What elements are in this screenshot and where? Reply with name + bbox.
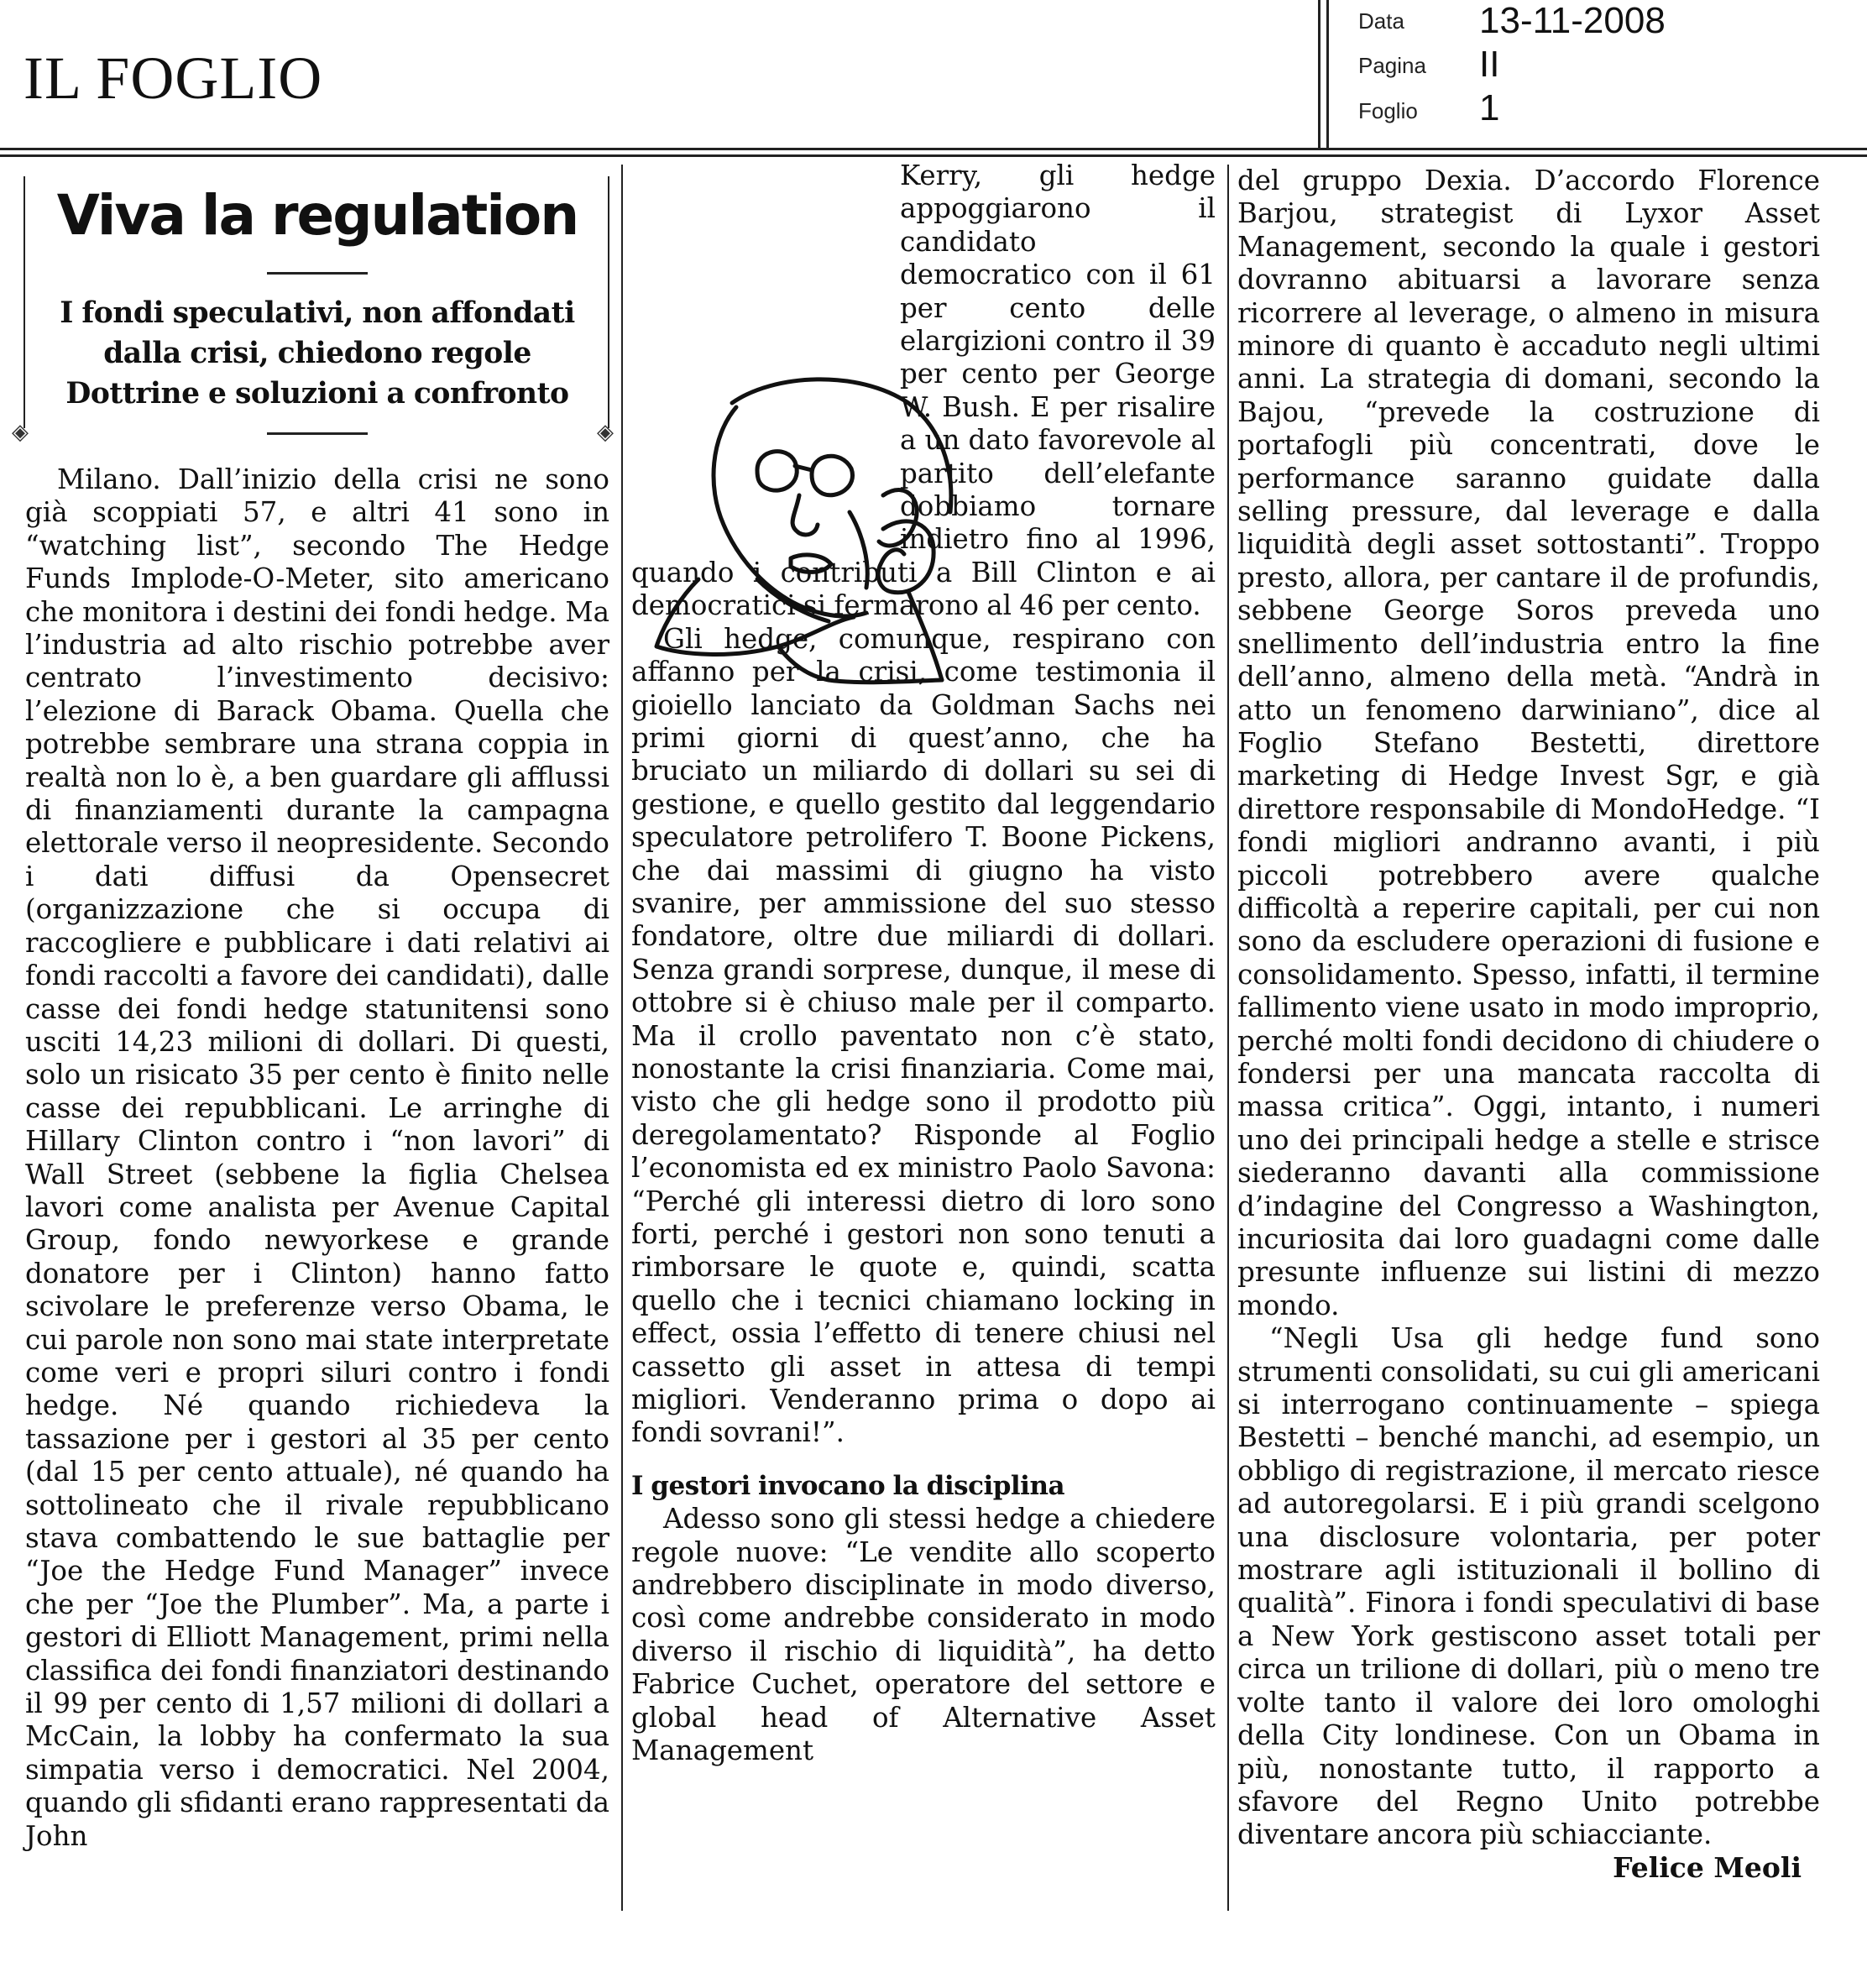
section-subhead: I gestori invocano la disciplina	[631, 1470, 1065, 1501]
subtitle-line-2: dalla crisi, chiedono regole	[103, 337, 531, 370]
subtitle-line-3: Dottrine e soluzioni a confronto	[65, 377, 569, 411]
pagina-label: Pagina	[1358, 53, 1426, 78]
header-rule-bottom	[0, 154, 1867, 157]
column-rule-2	[1227, 165, 1229, 1911]
collar	[778, 646, 942, 683]
foglio-label: Foglio	[1358, 98, 1418, 123]
cheek-line	[850, 512, 867, 588]
shoulder-left	[656, 579, 854, 654]
col1-paragraph: Milano. Dall’inizio della crisi ne sono già scoppiati 57, e altri 41 sono in “watching list”, secondo The Hedge Funds Implode-O-Meter, sito americano che monitora i destini dei fondi hedge. Ma l’industria ad alto rischio potrebbe aver centrato l’investimento decisivo: l’elezione di Barack Obama. Quella che potrebbe sembrare una strana coppia in realtà non lo è, a ben guardare gli afflussi di finanziamenti durante la campagna elettorale verso il neopresidente. Secondo i dati diffusi da Opensecret (organizzazione che si occupa di raccogliere e pubblicare i dati relativi ai fondi raccolti a favore dei candidati), dalle casse dei fondi hedge statunitensi sono usciti 14,23 milioni di dollari. Di questi, solo un risicato 35 per cento è finito nelle casse dei repubblicani. Le arringhe di Hillary Clinton contro i “non lavori” di Wall Street (sebbene la figlia Chelsea lavori come analista per Avenue Capital Group, fondo newyorkese e grande donatore per i Clinton) hanno fatto scivolare le preferenze verso Obama, le cui parole non sono mai state interpretate come veri e propri siluri contro i fondi hedge. Né quando richiedeva la tassazione per i gestori al 35 per cento (dal 15 per cento attuale), né quando ha sottolineato che il rivale repubblicano stava combattendo le sue battaglie per “Joe the Hedge Fund Manager” invece che per “Joe the Plumber”. Ma, a parte i gestori di Elliott Management, primi nella classifica dei fondi finanziatori destinando il 99 per cento di 1,57 milioni di dollari a McCain, la lobby ha confermato la sua simpatia verso i democratici. Nel 2004, quando gli sfidanti erano rappresentati da John	[25, 463, 609, 1852]
diamond-right-icon: ◈	[597, 420, 614, 445]
col2-paragraph-3: Adesso sono gli stessi hedge a chiedere regole nuove: “Le vendite allo scoperto andrebbero disciplinate in modo diverso, così come andrebbe considerato in modo diverso il rischio di liquidità”, ha detto Fabrice Cuchet, operatore del settore e global head of Alternative Asset Management	[631, 1503, 1216, 1767]
glasses-right	[812, 456, 853, 495]
arm	[908, 592, 942, 680]
nose	[792, 495, 818, 535]
data-label: Data	[1358, 8, 1404, 34]
byline: Felice Meoli	[1613, 1851, 1802, 1884]
data-value: 13-11-2008	[1479, 0, 1666, 41]
diamond-left-icon: ◈	[12, 420, 29, 445]
col3-paragraph-1: del gruppo Dexia. D’accordo Florence Barjou, strategist di Lyxor Asset Management, secondo la quale i gestori dovranno abituarsi a lavorare senza ricorrere al leverage, o almeno in misura minore di quanto è accaduto negli ultimi anni. La strategia di domani, secondo la Bajou, “prevede la costruzione di portafogli più concentrati, dove le performance saranno guidate dalla selling pressure, dal leverage e dalla liquidità degli asset sottostanti”. Troppo presto, allora, per cantare il de profundis, sebbene George Soros preveda uno snellimento dell’industria entro la fine dell’anno, almeno della metà. “Andrà in atto un fenomeno darwiniano”, dice al Foglio Stefano Bestetti, direttore marketing di Hedge Invest Sgr, e già direttore responsabile di MondoHedge. “I fondi migliori andranno avanti, i più piccoli potrebbero avere qualche difficoltà a reperire capitali, per cui non sono da escludere operazioni di fusione e consolidamento. Spesso, infatti, il termine fallimento viene usato in modo improprio, perché molti fondi decidono di chiudere o fondersi per una mancata raccolta di massa critica”. Oggi, intanto, i numeri uno dei principali hedge a stelle e strisce siederanno davanti alla commissione d’indagine del Congresso a Washington, incuriosita dai loro guadagni come dalle presunte influenze sui listini di mezzo mondo.	[1237, 165, 1820, 1321]
caricature-illustration	[631, 369, 1001, 697]
column-1	[25, 165, 609, 1853]
col3-paragraph-2: “Negli Usa gli hedge fund sono strumenti consolidati, su cui gli americani si interrogano continuamente – spiega Bestetti – benché manchi, ad esempio, un obbligo di registrazione, il mercato riesce ad autoregolarsi. E i più grandi scelgono una disclosure volontaria, per poter mostrare agli istituzionali il bollino di qualità”. Finora i fondi speculativi di base a New York gestiscono asset totali per circa un trilione di dollari, più o meno tre volte tanto il valore dei loro omologhi della City londinese. Con un Obama in più, nonostante tutto, il rapporto a sfavore del Regno Unito potrebbe diventare ancora più schiacciante.	[1237, 1322, 1820, 1851]
mouth	[791, 555, 831, 572]
glasses-left	[757, 452, 797, 491]
header-divider-left	[1318, 0, 1320, 149]
hand	[878, 521, 934, 593]
col2-paragraph-1: Kerry, gli hedge appoggiarono il candidato democratico con il 61 per cento delle elargizioni contro il 39 per cento per George W. Bush. E per risalire a un dato favorevole al partito dell’elefante dobbiamo tornare indietro fino al 1996, quando i contributi a Bill Clinton e ai democratici si fermarono al 46 per cento.	[631, 160, 1216, 622]
column-rule-1	[621, 165, 623, 1911]
header-rule-top	[0, 148, 1867, 150]
headline-rule	[267, 272, 368, 275]
header-divider-right	[1326, 0, 1329, 149]
col2-paragraph-2: Gli hedge, comunque, respirano con affanno per la crisi, come testimonia il gioiello lanciato da Goldman Sachs nei primi giorni di quest’anno, che ha bruciato un miliardo di dollari su sei di gestione, e quello gestito dal leggendario speculatore petrolifero T. Boone Pickens, che dai massimi di giugno ha visto svanire, per ammissione del suo stesso fondatore, oltre due miliardi di dollari. Senza grandi sorprese, dunque, il mese di ottobre si è chiuso male per il comparto. Ma il crollo paventato non c’è stato, nonostante la crisi finanziaria. Come mai, visto che gli hedge sono il prodotto più deregolamentato? Risponde al Foglio l’economista ed ex ministro Paolo Savona: “Perché gli interessi dietro di loro sono forti, perché i gestori non sono tenuti a rimborsare le quote e, quindi, scatta quello che i tecnici chiamano locking in effect, ossia l’effetto di tenere chiusi nel cassetto gli asset in attesa di tempi migliori. Venderanno prima o dopo ai fondi sovrani!”.	[631, 622, 1216, 1449]
subtitle-line-1: I fondi speculativi, non affondati	[60, 296, 575, 330]
headline: Viva la regulation	[56, 183, 578, 248]
foglio-value: 1	[1479, 87, 1500, 128]
column-3	[1237, 165, 1820, 1852]
head-outline	[714, 407, 866, 616]
ear	[879, 490, 917, 546]
masthead: IL FOGLIO	[24, 44, 323, 112]
pagina-value: II	[1479, 44, 1500, 85]
subtitle-rule	[267, 432, 368, 435]
